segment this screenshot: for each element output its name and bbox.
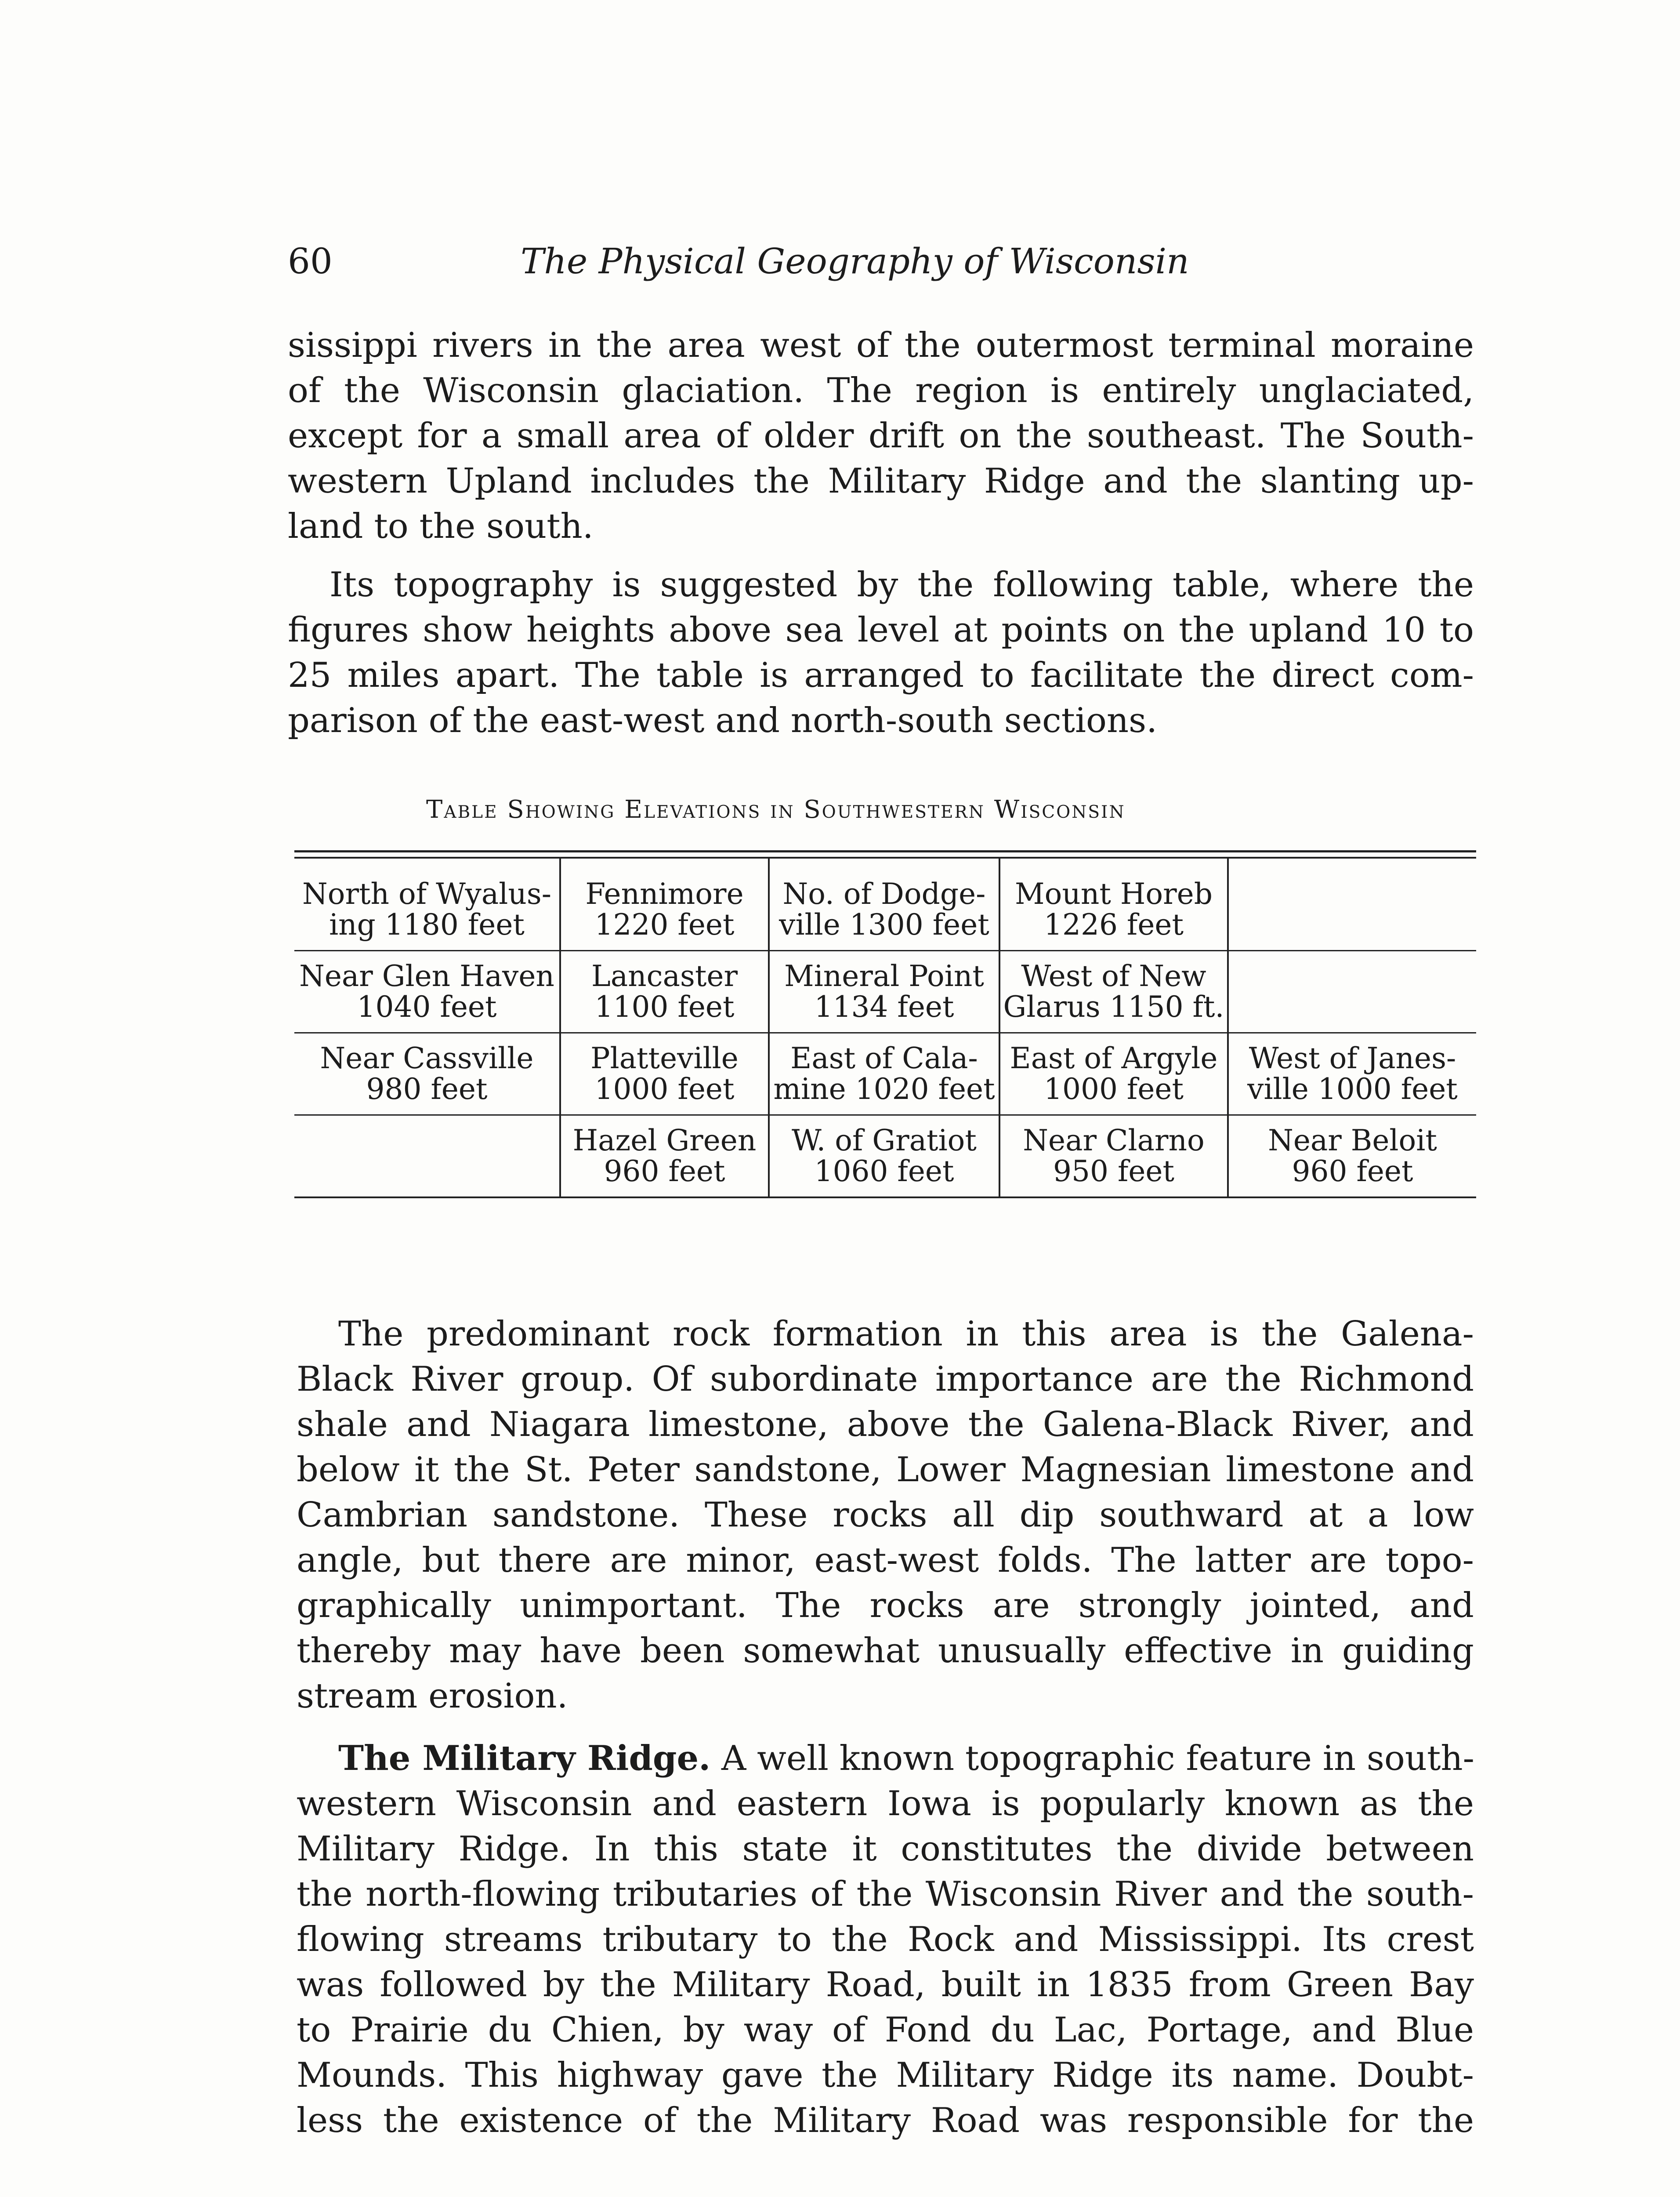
table-title: Table Showing Elevations in Southwestern Wisconsin xyxy=(426,795,1126,824)
cell-line: 1100 feet xyxy=(594,990,735,1024)
cell-line: 1226 feet xyxy=(1043,908,1184,942)
table-top-rule xyxy=(294,850,1476,859)
text-line: of the Wisconsin glaciation. The region is entirely unglaciated, xyxy=(288,371,1474,410)
table-cell xyxy=(1228,1033,1476,1115)
text-line: parison of the east-west and north-south sections. xyxy=(288,701,1157,740)
table-cell xyxy=(560,859,769,951)
cell-line: Mineral Point xyxy=(784,959,984,993)
cell-line: 1060 feet xyxy=(814,1154,954,1188)
paragraph-4 xyxy=(297,1736,1474,2143)
paragraph-3 xyxy=(297,1312,1474,1719)
cell-line: East of Cala- xyxy=(790,1041,978,1075)
table-cell xyxy=(294,951,560,1033)
text-line: 25 miles apart. The table is arranged to facilitate the direct com- xyxy=(288,656,1474,695)
table-cell xyxy=(769,859,999,951)
text-line: to Prairie du Chien, by way of Fond du Lac, Portage, and Blue xyxy=(297,2010,1474,2050)
table-cell xyxy=(769,1033,999,1115)
table-cell xyxy=(999,951,1228,1033)
text-line xyxy=(297,1736,1474,1781)
cell-line: Glarus 1150 ft. xyxy=(1003,990,1224,1024)
cell-line: 1134 feet xyxy=(814,990,954,1024)
table-cell xyxy=(999,859,1228,951)
text-line: land to the south. xyxy=(288,507,594,546)
cell-line: Hazel Green xyxy=(572,1124,757,1157)
text-line: shale and Niagara limestone, above the Galena-Black River, and xyxy=(297,1405,1474,1444)
table-cell xyxy=(294,1115,560,1197)
text-line: Cambrian sandstone. These rocks all dip southward at a low xyxy=(297,1495,1474,1535)
cell-line: Near Glen Haven xyxy=(299,959,554,993)
cell-line: 980 feet xyxy=(366,1072,488,1106)
elevation-grid xyxy=(294,859,1476,1196)
table-bottom-rule xyxy=(294,1196,1476,1198)
cell-line: North of Wyalus- xyxy=(302,877,551,911)
text-line: western Wisconsin and eastern Iowa is popularly known as the xyxy=(297,1784,1474,1824)
cell-line: Platteville xyxy=(590,1041,739,1075)
text-line: graphically unimportant. The rocks are strongly jointed, and xyxy=(297,1586,1474,1625)
cell-line: 1000 feet xyxy=(594,1072,735,1106)
text-line: below it the St. Peter sandstone, Lower Magnesian limestone and xyxy=(297,1450,1474,1490)
cell-line: 1000 feet xyxy=(1043,1072,1184,1106)
elevation-table xyxy=(294,850,1476,1198)
table-cell xyxy=(769,951,999,1033)
cell-line: 1040 feet xyxy=(357,990,497,1024)
table-cell xyxy=(1228,951,1476,1033)
running-title: The Physical Geography of Wisconsin xyxy=(521,241,1189,282)
cell-line: West of Janes- xyxy=(1249,1041,1456,1075)
table-row xyxy=(294,951,1476,1033)
cell-line: East of Argyle xyxy=(1010,1041,1218,1075)
text-line: thereby may have been somewhat unusually effective in guiding xyxy=(297,1631,1474,1671)
cell-line: West of New xyxy=(1021,959,1206,993)
text-line: Black River group. Of subordinate importance are the Richmond xyxy=(297,1360,1474,1399)
cell-line: Near Clarno xyxy=(1023,1124,1205,1157)
table-cell xyxy=(294,859,560,951)
section-heading: The Military Ridge. xyxy=(338,1738,711,1778)
page-number: 60 xyxy=(288,241,333,282)
table-cell xyxy=(560,951,769,1033)
paragraph-2 xyxy=(288,562,1474,743)
paragraph-1 xyxy=(288,323,1474,549)
cell-line: ville 1300 feet xyxy=(779,908,989,942)
table-cell xyxy=(999,1115,1228,1197)
cell-line: ville 1000 feet xyxy=(1247,1072,1458,1106)
text-fragment: A well known topographic feature in south- xyxy=(721,1739,1475,1778)
text-line: sissippi rivers in the area west of the outermost terminal moraine xyxy=(288,326,1474,365)
text-line: angle, but there are minor, east-west folds. The latter are topo- xyxy=(297,1541,1474,1580)
cell-line: 960 feet xyxy=(1292,1154,1413,1188)
text-line: flowing streams tributary to the Rock and Mississippi. Its crest xyxy=(297,1920,1474,1959)
text-line: Military Ridge. In this state it constitutes the divide between xyxy=(297,1829,1474,1869)
cell-line: Fennimore xyxy=(585,877,744,911)
cell-line: No. of Dodge- xyxy=(782,877,986,911)
cell-line: Mount Horeb xyxy=(1015,877,1213,911)
table-cell xyxy=(560,1033,769,1115)
cell-line: Near Cassville xyxy=(320,1041,534,1075)
cell-line: Lancaster xyxy=(591,959,738,993)
cell-line: mine 1020 feet xyxy=(773,1072,995,1106)
text-line: less the existence of the Military Road was responsible for the xyxy=(297,2101,1474,2140)
text-line: figures show heights above sea level at points on the upland 10 to xyxy=(288,610,1474,650)
text-line: was followed by the Military Road, built in 1835 from Green Bay xyxy=(297,1965,1474,2005)
table-row xyxy=(294,859,1476,951)
text-line: Its topography is suggested by the following table, where the xyxy=(329,565,1474,605)
table-row xyxy=(294,1033,1476,1115)
table-cell xyxy=(1228,859,1476,951)
cell-line: Near Beloit xyxy=(1268,1124,1437,1157)
text-line: Mounds. This highway gave the Military Ridge its name. Doubt- xyxy=(297,2056,1474,2095)
cell-line: 950 feet xyxy=(1053,1154,1175,1188)
text-line: stream erosion. xyxy=(297,1676,568,1716)
cell-line: ing 1180 feet xyxy=(329,908,525,942)
text-line: except for a small area of older drift on the southeast. The South- xyxy=(288,416,1474,456)
table-cell xyxy=(294,1033,560,1115)
table-cell xyxy=(769,1115,999,1197)
cell-line: 960 feet xyxy=(604,1154,725,1188)
table-cell xyxy=(560,1115,769,1197)
text-line: the north-flowing tributaries of the Wisconsin River and the south- xyxy=(297,1874,1474,1914)
table-row xyxy=(294,1115,1476,1197)
text-line: western Upland includes the Military Ridge and the slanting up- xyxy=(288,461,1474,501)
table-cell xyxy=(999,1033,1228,1115)
cell-line: 1220 feet xyxy=(594,908,735,942)
cell-line: W. of Gratiot xyxy=(792,1124,977,1157)
table-cell xyxy=(1228,1115,1476,1197)
text-line: The predominant rock formation in this area is the Galena- xyxy=(338,1314,1474,1354)
